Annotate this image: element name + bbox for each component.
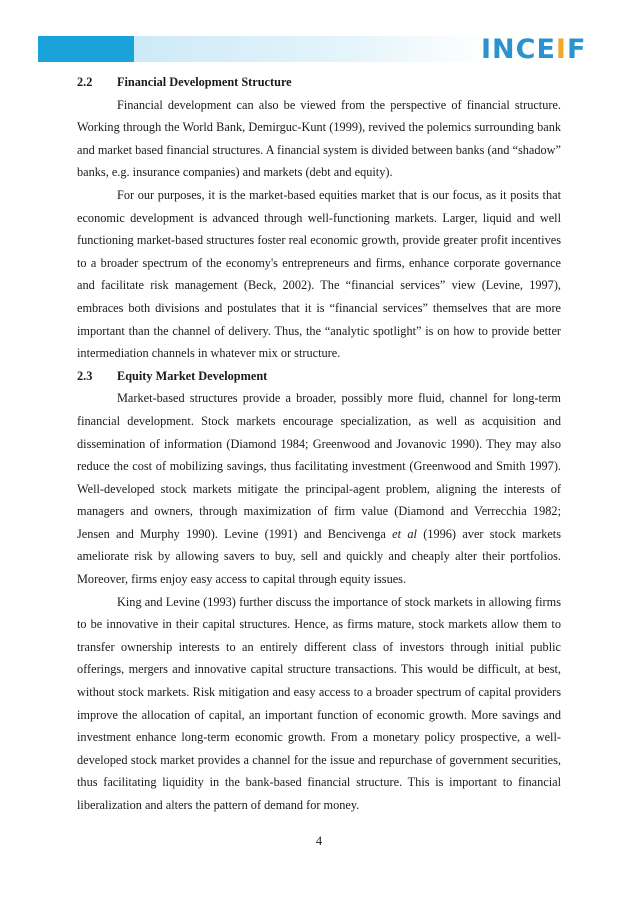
section-heading-2-3 (77, 365, 561, 388)
paragraph-text: (1996) aver stock markets ameliorate risk by allowing savers to buy, sell and quickly and cheaply alter their portfolios. Moreover, firms enjoy easy access to capital through equity issues. (77, 526, 562, 587)
paragraph: Financial development can also be viewed from the perspective of financial structure. Working through the World Bank, Demirguc-Kunt (1999), revived the polemics surrounding bank and market based financial structures. A financial system is divided between banks (and “shadow” banks, e.g. insurance companies) and markets (debt and equity). (77, 97, 561, 180)
paragraph: King and Levine (1993) further discuss the importance of stock markets in allowing firms to be innovative in their capital structures. Hence, as firms mature, stock markets allow them to transfer ownership interests to an entirely different class of investors through initial public offerings, mergers and innovative capital structure transactions. This would be difficult, at best, without stock markets. Risk mitigation and easy access to a broader spectrum of capital providers improve the allocation of capital, an important function of economic growth. More savings and investment enhance long-term economic growth. From a monetary policy prospective, a well-developed stock market provides a channel for the issue and repurchase of government securities, thus facilitating liquidity in the bank-based financial structure. This is important to financial liberalization and alters the pattern of demand for money. (77, 594, 561, 812)
section-title: Equity Market Development (117, 368, 268, 383)
page-number: 4 (315, 834, 323, 848)
italic-text: et al (392, 526, 417, 541)
section-number: 2.3 (77, 368, 93, 383)
paragraph: For our purposes, it is the market-based equities market that is our focus, as it posits that economic development is advanced through well-functioning markets. Larger, liquid and well functioning market-based structures foster real economic growth, provide greater profit incentives to a broader spectrum of the economy's entrepreneurs and firms, enhance corporate governance and facilitate risk management (Beck, 2002). The “financial services” view (Levine, 1997), embraces both divisions and postulates that it is “financial services” themselves that are more important than the channel of delivery. Thus, the “analytic spotlight” is on how to provide better intermediation channels in whatever mix or structure. (77, 187, 561, 361)
section-heading-2-2 (77, 71, 561, 94)
paragraph (77, 387, 561, 590)
section-number: 2.2 (77, 75, 93, 89)
document-body (77, 71, 561, 817)
inceif-logo: INCEIF (481, 34, 587, 65)
header-band-light (134, 36, 489, 62)
section-title: Financial Development Structure (117, 75, 292, 89)
paragraph-text: Market-based structures provide a broader, possibly more fluid, channel for long-term financial development. Stock markets encourage specialization, as well as acquisition and dissemination of information (Diamond 1984; Greenwood and Jovanovic 1990). They may also reduce the cost of mobilizing savings, thus facilitating investment (Greenwood and Smith 1997). Well-developed stock markets mitigate the principal-agent problem, aligning the interests of managers and owners, through maximization of firm value (Diamond and Verrecchia 1982; Jensen and Murphy 1990). Levine (1991) and Bencivenga (77, 391, 561, 541)
header-band-dark (38, 36, 134, 62)
